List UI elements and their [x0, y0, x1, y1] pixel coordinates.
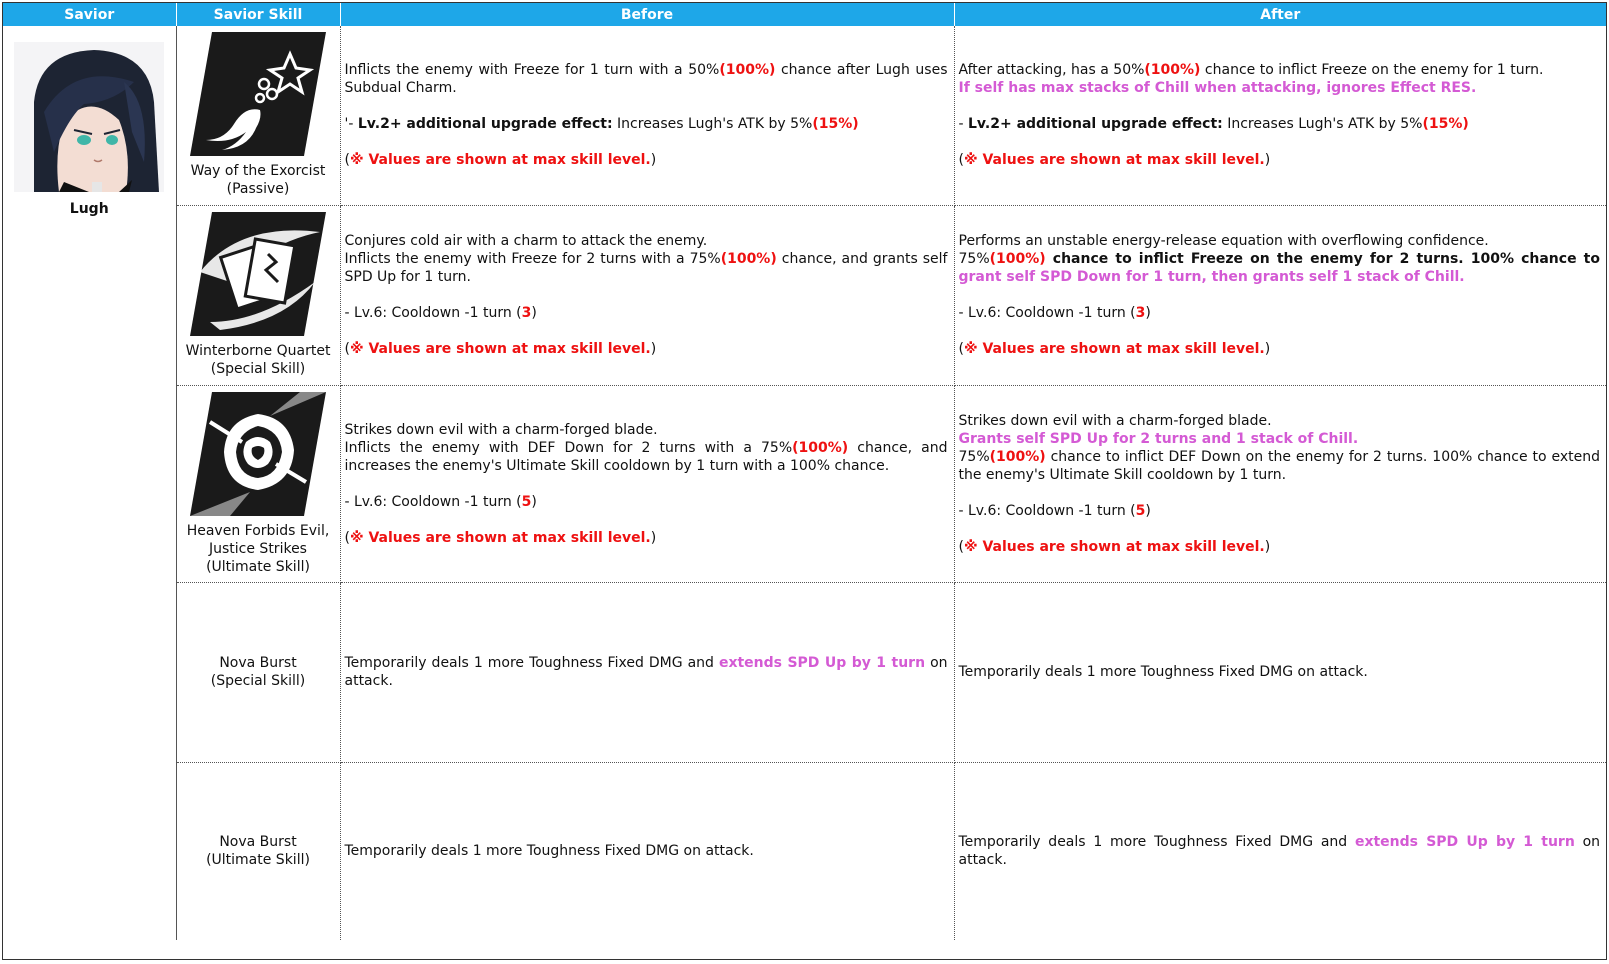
- before-description: Conjures cold air with a charm to attack the enemy. Inflicts the enemy with Freeze for 2 turns with a 75%(100%) chance, and grants self SPD Up for 1 turn. - Lv.6: Cooldown -1 turn (3) (※ Values are shown at max skill level.): [340, 205, 954, 385]
- header-before: Before: [340, 3, 954, 26]
- savior-cell: [3, 26, 176, 940]
- skill-comparison-table: [3, 3, 1606, 940]
- skill-type: (Special Skill): [210, 673, 306, 689]
- special-skill-icon: [190, 212, 326, 336]
- before-description: Temporarily deals 1 more Toughness Fixed DMG and extends SPD Up by 1 turn on attack.: [340, 582, 954, 762]
- skill-name: Way of the Exorcist: [190, 163, 326, 180]
- skill-type: (Ultimate Skill): [206, 558, 310, 575]
- header-savior: Savior: [3, 3, 176, 26]
- after-description: Performs an unstable energy-release equation with overflowing confidence. 75%(100%) chance to inflict Freeze on the enemy for 2 turns. 100% chance to grant self SPD Down for 1 turn, then grants self 1 stack of Chill. - Lv.6: Cooldown -1 turn (3) (※ Values are shown at max skill level.): [954, 205, 1606, 385]
- skill-cell: [176, 582, 340, 762]
- before-description: Inflicts the enemy with Freeze for 1 turn with a 50%(100%) chance after Lugh uses Subdual Charm. '- Lv.2+ additional upgrade effect: Increases Lugh's ATK by 5%(15%) (※ Values are shown at max skill level.): [340, 26, 954, 205]
- after-description: Temporarily deals 1 more Toughness Fixed DMG on attack.: [954, 582, 1606, 762]
- savior-portrait: [14, 42, 164, 192]
- max-level-note: (※ Values are shown at max skill level.): [344, 529, 657, 546]
- skill-name: Nova Burst: [219, 834, 297, 851]
- savior-name: Lugh: [69, 201, 109, 217]
- patch-notes-table: [2, 2, 1607, 960]
- table-row: [3, 26, 1606, 205]
- max-level-note: (※ Values are shown at max skill level.): [958, 341, 1271, 357]
- max-level-note: (※ Values are shown at max skill level.): [344, 152, 657, 169]
- skill-cell: [176, 385, 340, 582]
- after-description: Temporarily deals 1 more Toughness Fixed DMG and extends SPD Up by 1 turn on attack.: [958, 834, 1601, 869]
- skill-cell: [176, 762, 340, 940]
- before-description: Temporarily deals 1 more Toughness Fixed DMG on attack.: [340, 762, 954, 940]
- max-level-note: (※ Values are shown at max skill level.): [958, 152, 1271, 169]
- header-row: [3, 3, 1606, 26]
- skill-name: Nova Burst: [219, 655, 297, 671]
- after-description: Strikes down evil with a charm-forged blade. Grants self SPD Up for 2 turns and 1 stack of Chill. 75%(100%) chance to inflict DEF Down on the enemy for 2 turns. 100% chance to extend the enemy's Ultimate Skill cooldown by 1 turn. - Lv.6: Cooldown -1 turn (5) (※ Values are shown at max skill level.): [954, 385, 1606, 582]
- skill-name: Heaven Forbids Evil, Justice Strikes: [186, 522, 330, 557]
- skill-cell: [176, 26, 340, 205]
- after-description: After attacking, has a 50%(100%) chance to inflict Freeze on the enemy for 1 turn. If self has max stacks of Chill when attacking, ignores Effect RES. - Lv.2+ additional upgrade effect: Increases Lugh's ATK by 5%(15%) (※ Values are shown at max skill level.): [954, 26, 1606, 205]
- skill-type: (Ultimate Skill): [206, 852, 310, 869]
- before-description: Strikes down evil with a charm-forged blade. Inflicts the enemy with DEF Down for 2 turns with a 75%(100%) chance, and increases the enemy's Ultimate Skill cooldown by 1 turn with a 100% chance. - Lv.6: Cooldown -1 turn (5) (※ Values are shown at max skill level.): [340, 385, 954, 582]
- table-row: [3, 762, 1606, 940]
- max-level-note: (※ Values are shown at max skill level.): [958, 538, 1271, 555]
- skill-cell: [176, 205, 340, 385]
- passive-skill-icon: [190, 32, 326, 156]
- table-row: [3, 205, 1606, 385]
- header-after: After: [954, 3, 1606, 26]
- skill-type: (Special Skill): [210, 361, 306, 377]
- skill-name: Winterborne Quartet: [185, 343, 331, 359]
- table-row: [3, 582, 1606, 762]
- table-row: [3, 385, 1606, 582]
- ultimate-skill-icon: [190, 392, 326, 516]
- header-savior-skill: Savior Skill: [176, 3, 340, 26]
- max-level-note: (※ Values are shown at max skill level.): [344, 341, 657, 357]
- skill-type: (Passive): [226, 181, 290, 198]
